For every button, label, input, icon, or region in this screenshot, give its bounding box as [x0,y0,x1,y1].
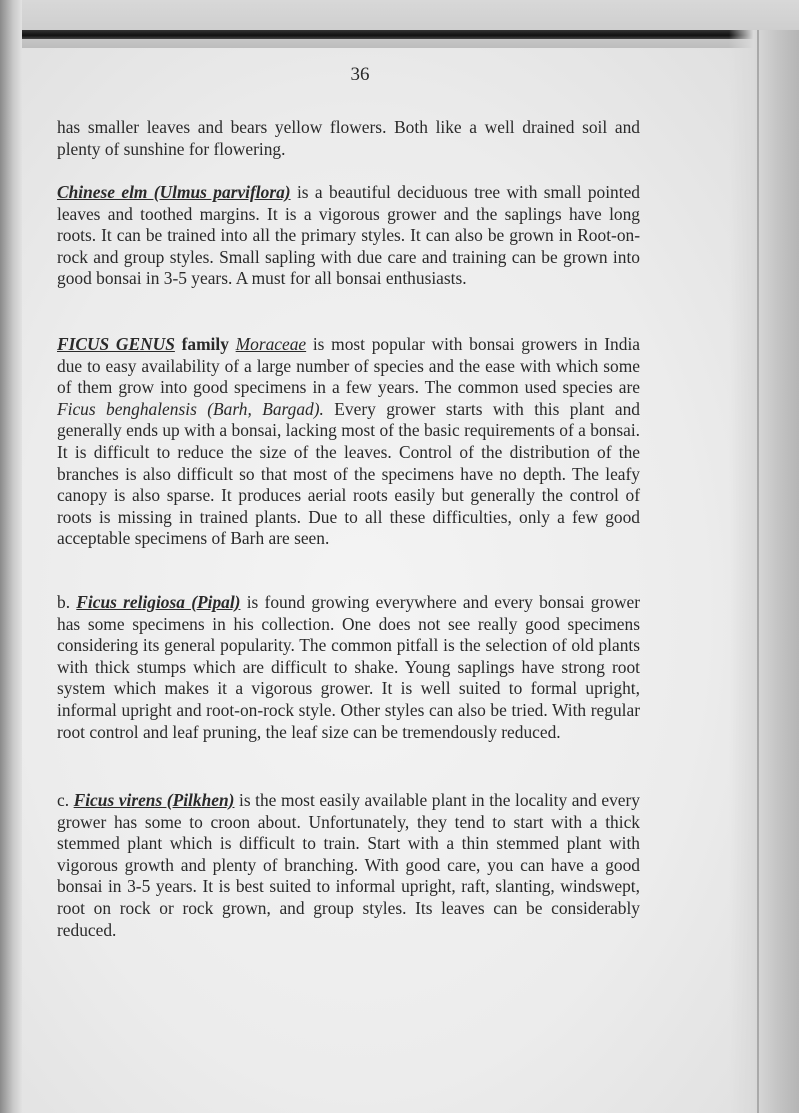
paragraph-ficus-religiosa [57,592,640,743]
family-name: Moraceae [235,334,307,354]
paragraph-ficus-religiosa-text: is found growing everywhere and every bonsai grower has some specimens in his collection. One does not see really good specimens considering its general popularity. The common pitfall is the selection of old plants with thick stumps which are difficult to shake. Young saplings have strong root system which makes it a vigorous grower. It is well suited to formal upright, informal upright and root-on-rock style. Other styles can also be tried. With regular root control and leaf pruning, the leaf size can be tremendously reduced. [57,592,641,742]
species-name: Ficus benghalensis (Barh, Bargad). [57,398,324,419]
family-word: family [174,334,236,354]
paragraph-chinese-elm-text: is a beautiful deciduous tree with small pointed leaves and toothed margins. It is a vigorous grower and the saplings have long roots. It can be trained into all the primary styles. It can also be grown in Root-on-rock and group styles. Small sapling with due care and training can be grown into good bonsai in 3-5 years. A must for all bonsai enthusiasts. [57,182,640,289]
heading-ficus-genus: FICUS GENUS [57,334,175,354]
page-top-edge [0,0,799,48]
item-prefix-b: b. [57,592,77,612]
page-number: 36 [350,64,370,85]
page-left-edge [0,0,22,1113]
paragraph-ficus-virens [57,790,640,941]
paragraph-chinese-elm [57,182,640,290]
heading-chinese-elm: Chinese elm (Ulmus parviflora) [57,182,291,202]
paragraph-ficus-genus-text-a: is most popular with bonsai growers in India due to easy availability of a large number of species and the ease with which some of them grow into good specimens in a few years. The common used species are [57,334,640,398]
paragraph-ficus-genus-text-b: Every grower starts with this plant and generally ends up with a bonsai, lacking most of the basic requirements of a bonsai. It is difficult to reduce the size of the leaves. Control of the distribution of the branches is also difficult so that most of the specimens have no depth. The leafy canopy is also sparse. It produces aerial roots easily but generally the control of roots is missing in trained plants. Due to all these difficulties, only a few good acceptable specimens of Barh are seen. [57,398,641,549]
paragraph-ficus-genus [57,334,640,550]
heading-ficus-virens: Ficus virens (Pilkhen) [73,790,235,810]
paragraph-intro-text: has smaller leaves and bears yellow flowers. Both like a well drained soil and plenty of sunshine for flowering. [57,117,640,159]
heading-ficus-religiosa: Ficus religiosa (Pipal) [76,592,241,612]
page-right-edge [729,30,799,1113]
item-prefix-c: c. [57,790,74,810]
paragraph-ficus-virens-text: is the most easily available plant in the locality and every grower has some to croon about. Unfortunately, they tend to start with a thick stemmed plant which is difficult to train. Start with a thin stemmed plant with vigorous growth and plenty of branching. With good care, you can have a good bonsai in 3-5 years. It is best suited to informal upright, raft, slanting, windswept, root on rock or rock grown, and group styles. Its leaves can be considerably reduced. [57,790,640,940]
paragraph-intro [57,117,640,160]
